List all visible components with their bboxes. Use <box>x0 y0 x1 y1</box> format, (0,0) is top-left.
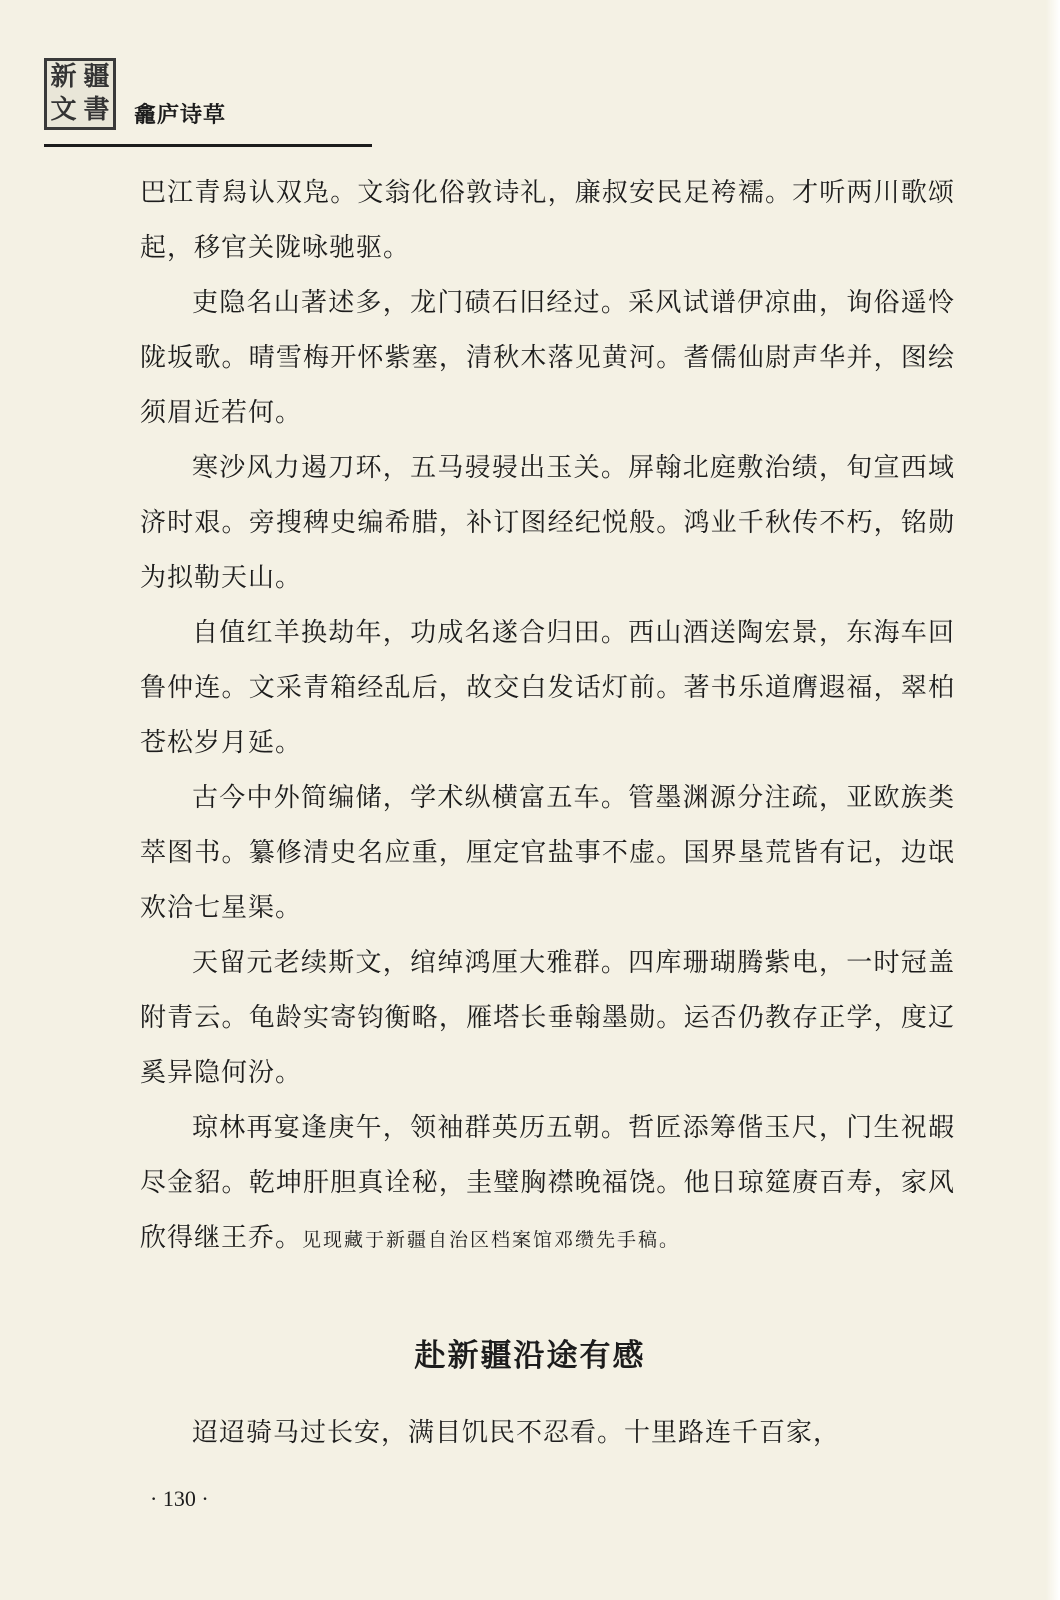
source-note: 见现藏于新疆自治区档案馆邓缵先手稿。 <box>302 1229 681 1251</box>
paragraph: 自值红羊换劫年，功成名遂合归田。西山酒送陶宏景，东海车回鲁仲连。文采青箱经乱后，故交白发话灯前。著书乐道膺遐福，翠柏苍松岁月延。 <box>140 618 955 758</box>
final-paragraph <box>140 1101 955 1268</box>
poem-first-line: 迢迢骑马过长安，满目饥民不忍看。十里路连千百家， <box>192 1418 841 1448</box>
final-paragraph-text: 琼林再宴逢庚午，领袖群英历五朝。哲匠添筹偕玉尺，门生祝嘏尽金貂。乾坤肝胆真诠秘，圭璧胸襟晚福饶。他日琼筵赓百寿，家风欣得继王乔。 <box>140 1113 955 1253</box>
poem-first-line-block <box>140 1406 955 1461</box>
seal-char: 書 <box>83 95 110 125</box>
paragraph: 古今中外简编储，学术纵横富五车。管墨渊源分注疏，亚欧族类萃图书。纂修清史名应重，厘定官盐事不虚。国界垦荒皆有记，边氓欢洽七星渠。 <box>140 783 955 923</box>
page-number: · 130 · <box>150 1486 209 1511</box>
seal-logo <box>44 58 116 130</box>
paragraph: 巴江青舄认双凫。文翁化俗敦诗礼，廉叔安民足袴襦。才听两川歌颂起，移官关陇咏驰驱。 <box>140 178 955 263</box>
paragraph: 天留元老续斯文，绾绰鸿厘大雅群。四库珊瑚腾紫电，一时冠盖附青云。龟龄实寄钧衡略，雁塔长垂翰墨勋。运否仍教存正学，度辽奚异隐何汾。 <box>140 948 955 1088</box>
seal-char: 文 <box>50 95 77 125</box>
paragraph: 吏隐名山著述多，龙门碛石旧经过。采风试谱伊凉曲，询俗遥怜陇坂歌。晴雪梅开怀紫塞，清秋木落见黄河。耆儒仙尉声华并，图绘须眉近若何。 <box>140 288 955 428</box>
seal-char: 疆 <box>83 62 110 92</box>
poem-body <box>140 166 955 1268</box>
paragraph: 寒沙风力遏刀环，五马骎骎出玉关。屏翰北庭敷治绩，旬宣西域济时艰。旁搜稗史编希腊，补订图经纪悦般。鸿业千秋传不朽，铭勋为拟勒天山。 <box>140 453 955 593</box>
poem-title: 赴新疆沿途有感 <box>414 1338 646 1374</box>
book-title: 龕庐诗草 <box>134 103 227 128</box>
header-rule <box>44 144 372 147</box>
running-header <box>44 58 372 150</box>
seal-char: 新 <box>50 62 77 92</box>
